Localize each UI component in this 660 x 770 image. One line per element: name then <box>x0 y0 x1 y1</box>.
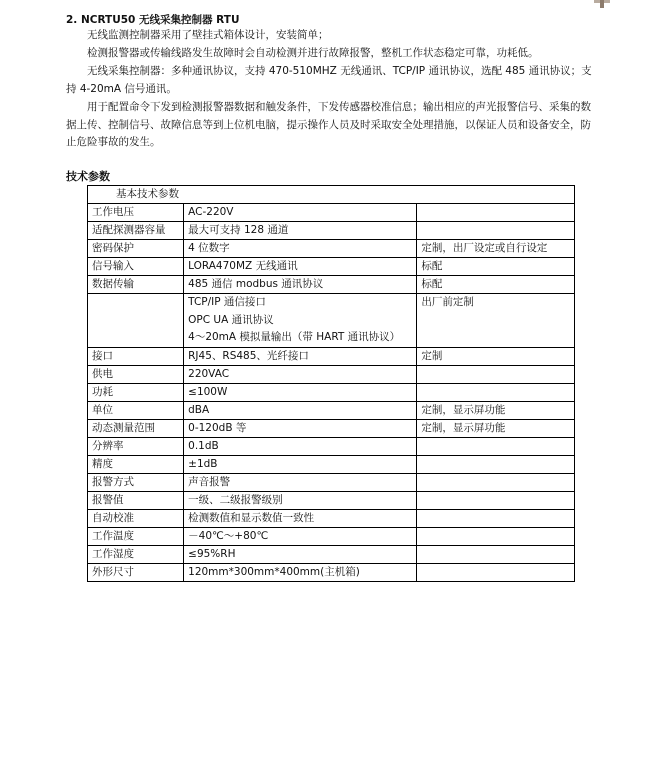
spec-param-cell: 自动校准 <box>88 509 184 527</box>
spec-table-row <box>88 222 575 240</box>
spec-table-header: 基本技术参数 <box>88 186 575 204</box>
spec-table-header-row <box>88 186 575 204</box>
spec-note-cell <box>417 383 575 401</box>
spec-value-cell: ≤95%RH <box>184 545 417 563</box>
spec-param-cell: 适配探测器容量 <box>88 222 184 240</box>
spec-note-cell: 定制，显示屏功能 <box>417 419 575 437</box>
spec-value-cell: dBA <box>184 401 417 419</box>
spec-table-row <box>88 527 575 545</box>
spec-value-cell: ±1dB <box>184 455 417 473</box>
paragraph-function: 用于配置命令下发到检测报警器数据和触发条件，下发传感器校准信息；输出相应的声光报警信号、采集的数据上传、控制信号、故障信息等到上位机电脑，提示操作人员及时采取安全处理措施，以保证人员和设备安全，防止危险事故的发生。 <box>66 101 591 148</box>
spec-value-cell-multiline <box>184 294 417 348</box>
spec-table-row <box>88 419 575 437</box>
spec-value-line: TCP/IP 通信接口 <box>188 296 266 308</box>
spec-note-cell <box>417 455 575 473</box>
paragraph-fault-detection: 检测报警器或传输线路发生故障时会自动检测并进行故障报警，整机工作状态稳定可靠，功耗低。 <box>87 47 539 59</box>
spec-value-cell: 220VAC <box>184 365 417 383</box>
spec-note-cell <box>417 437 575 455</box>
spec-value-cell: LORA470MZ 无线通讯 <box>184 258 417 276</box>
spec-table-row <box>88 276 575 294</box>
spec-param-cell: 信号输入 <box>88 258 184 276</box>
spec-value-cell: 485 通信 modbus 通讯协议 <box>184 276 417 294</box>
spec-param-cell: 功耗 <box>88 383 184 401</box>
spec-value-cell: 声音报警 <box>184 473 417 491</box>
spec-table-row <box>88 365 575 383</box>
spec-param-cell: 精度 <box>88 455 184 473</box>
spec-table-row <box>88 455 575 473</box>
spec-note-cell <box>417 491 575 509</box>
spec-value-cell: RJ45、RS485、光纤接口 <box>184 347 417 365</box>
spec-table-row <box>88 545 575 563</box>
spec-note-cell <box>417 563 575 581</box>
spec-value-cell: 120mm*300mm*400mm(主机箱) <box>184 563 417 581</box>
section-title: 2. NCRTU50 无线采集控制器 RTU <box>66 14 240 26</box>
tech-params-title: 技术参数 <box>66 170 110 183</box>
spec-note-cell: 定制，出厂设定或自行设定 <box>417 240 575 258</box>
spec-param-cell: 动态测量范围 <box>88 419 184 437</box>
spec-value-cell: 0-120dB 等 <box>184 419 417 437</box>
spec-param-cell: 接口 <box>88 347 184 365</box>
spec-value-cell: 4 位数字 <box>184 240 417 258</box>
spec-note-cell <box>417 473 575 491</box>
spec-note-cell: 标配 <box>417 258 575 276</box>
spec-value-cell: 一级、二级报警级别 <box>184 491 417 509</box>
spec-table-row <box>88 204 575 222</box>
spec-value-cell: ≤100W <box>184 383 417 401</box>
spec-table-row <box>88 240 575 258</box>
spec-table <box>87 185 575 582</box>
spec-param-cell: 密码保护 <box>88 240 184 258</box>
paragraph-install: 无线监测控制器采用了壁挂式箱体设计，安装简单； <box>87 29 329 41</box>
spec-table-row <box>88 258 575 276</box>
spec-table-row <box>88 383 575 401</box>
spec-note-cell <box>417 204 575 222</box>
spec-table-row <box>88 473 575 491</box>
spec-param-cell: 报警值 <box>88 491 184 509</box>
spec-note-cell <box>417 222 575 240</box>
spec-table-row <box>88 294 575 348</box>
page-corner-mark <box>594 0 610 8</box>
spec-table-row <box>88 347 575 365</box>
spec-note-cell: 定制 <box>417 347 575 365</box>
spec-value-cell: AC-220V <box>184 204 417 222</box>
spec-param-cell: 分辨率 <box>88 437 184 455</box>
spec-value-cell: 最大可支持 128 通道 <box>184 222 417 240</box>
spec-note-cell <box>417 527 575 545</box>
spec-param-cell: 工作电压 <box>88 204 184 222</box>
spec-table-row <box>88 401 575 419</box>
spec-param-cell: 外形尺寸 <box>88 563 184 581</box>
spec-param-cell <box>88 294 184 348</box>
spec-param-cell: 报警方式 <box>88 473 184 491</box>
spec-value-cell: 0.1dB <box>184 437 417 455</box>
spec-note-cell: 标配 <box>417 276 575 294</box>
spec-value-cell: 检测数值和显示数值一致性 <box>184 509 417 527</box>
spec-note-cell <box>417 509 575 527</box>
spec-note-cell <box>417 545 575 563</box>
spec-table-row <box>88 509 575 527</box>
spec-param-cell: 数据传输 <box>88 276 184 294</box>
spec-param-cell: 供电 <box>88 365 184 383</box>
spec-note-cell <box>417 365 575 383</box>
spec-note-cell: 定制，显示屏功能 <box>417 401 575 419</box>
spec-table-row <box>88 437 575 455</box>
spec-value-line: OPC UA 通讯协议 <box>188 313 274 326</box>
spec-value-cell: －40℃～+80℃ <box>184 527 417 545</box>
spec-param-cell: 工作温度 <box>88 527 184 545</box>
spec-table-row <box>88 563 575 581</box>
spec-note-cell: 出厂前定制 <box>417 294 575 348</box>
spec-value-line: 4～20mA 模拟量输出（带 HART 通讯协议） <box>188 331 401 343</box>
spec-param-cell: 工作湿度 <box>88 545 184 563</box>
spec-param-cell: 单位 <box>88 401 184 419</box>
spec-table-row <box>88 491 575 509</box>
paragraph-protocols: 无线采集控制器：多种通讯协议，支持 470-510MHZ 无线通讯、TCP/IP 通讯协议，选配 485 通讯协议；支持 4-20mA 信号通讯。 <box>66 65 592 95</box>
